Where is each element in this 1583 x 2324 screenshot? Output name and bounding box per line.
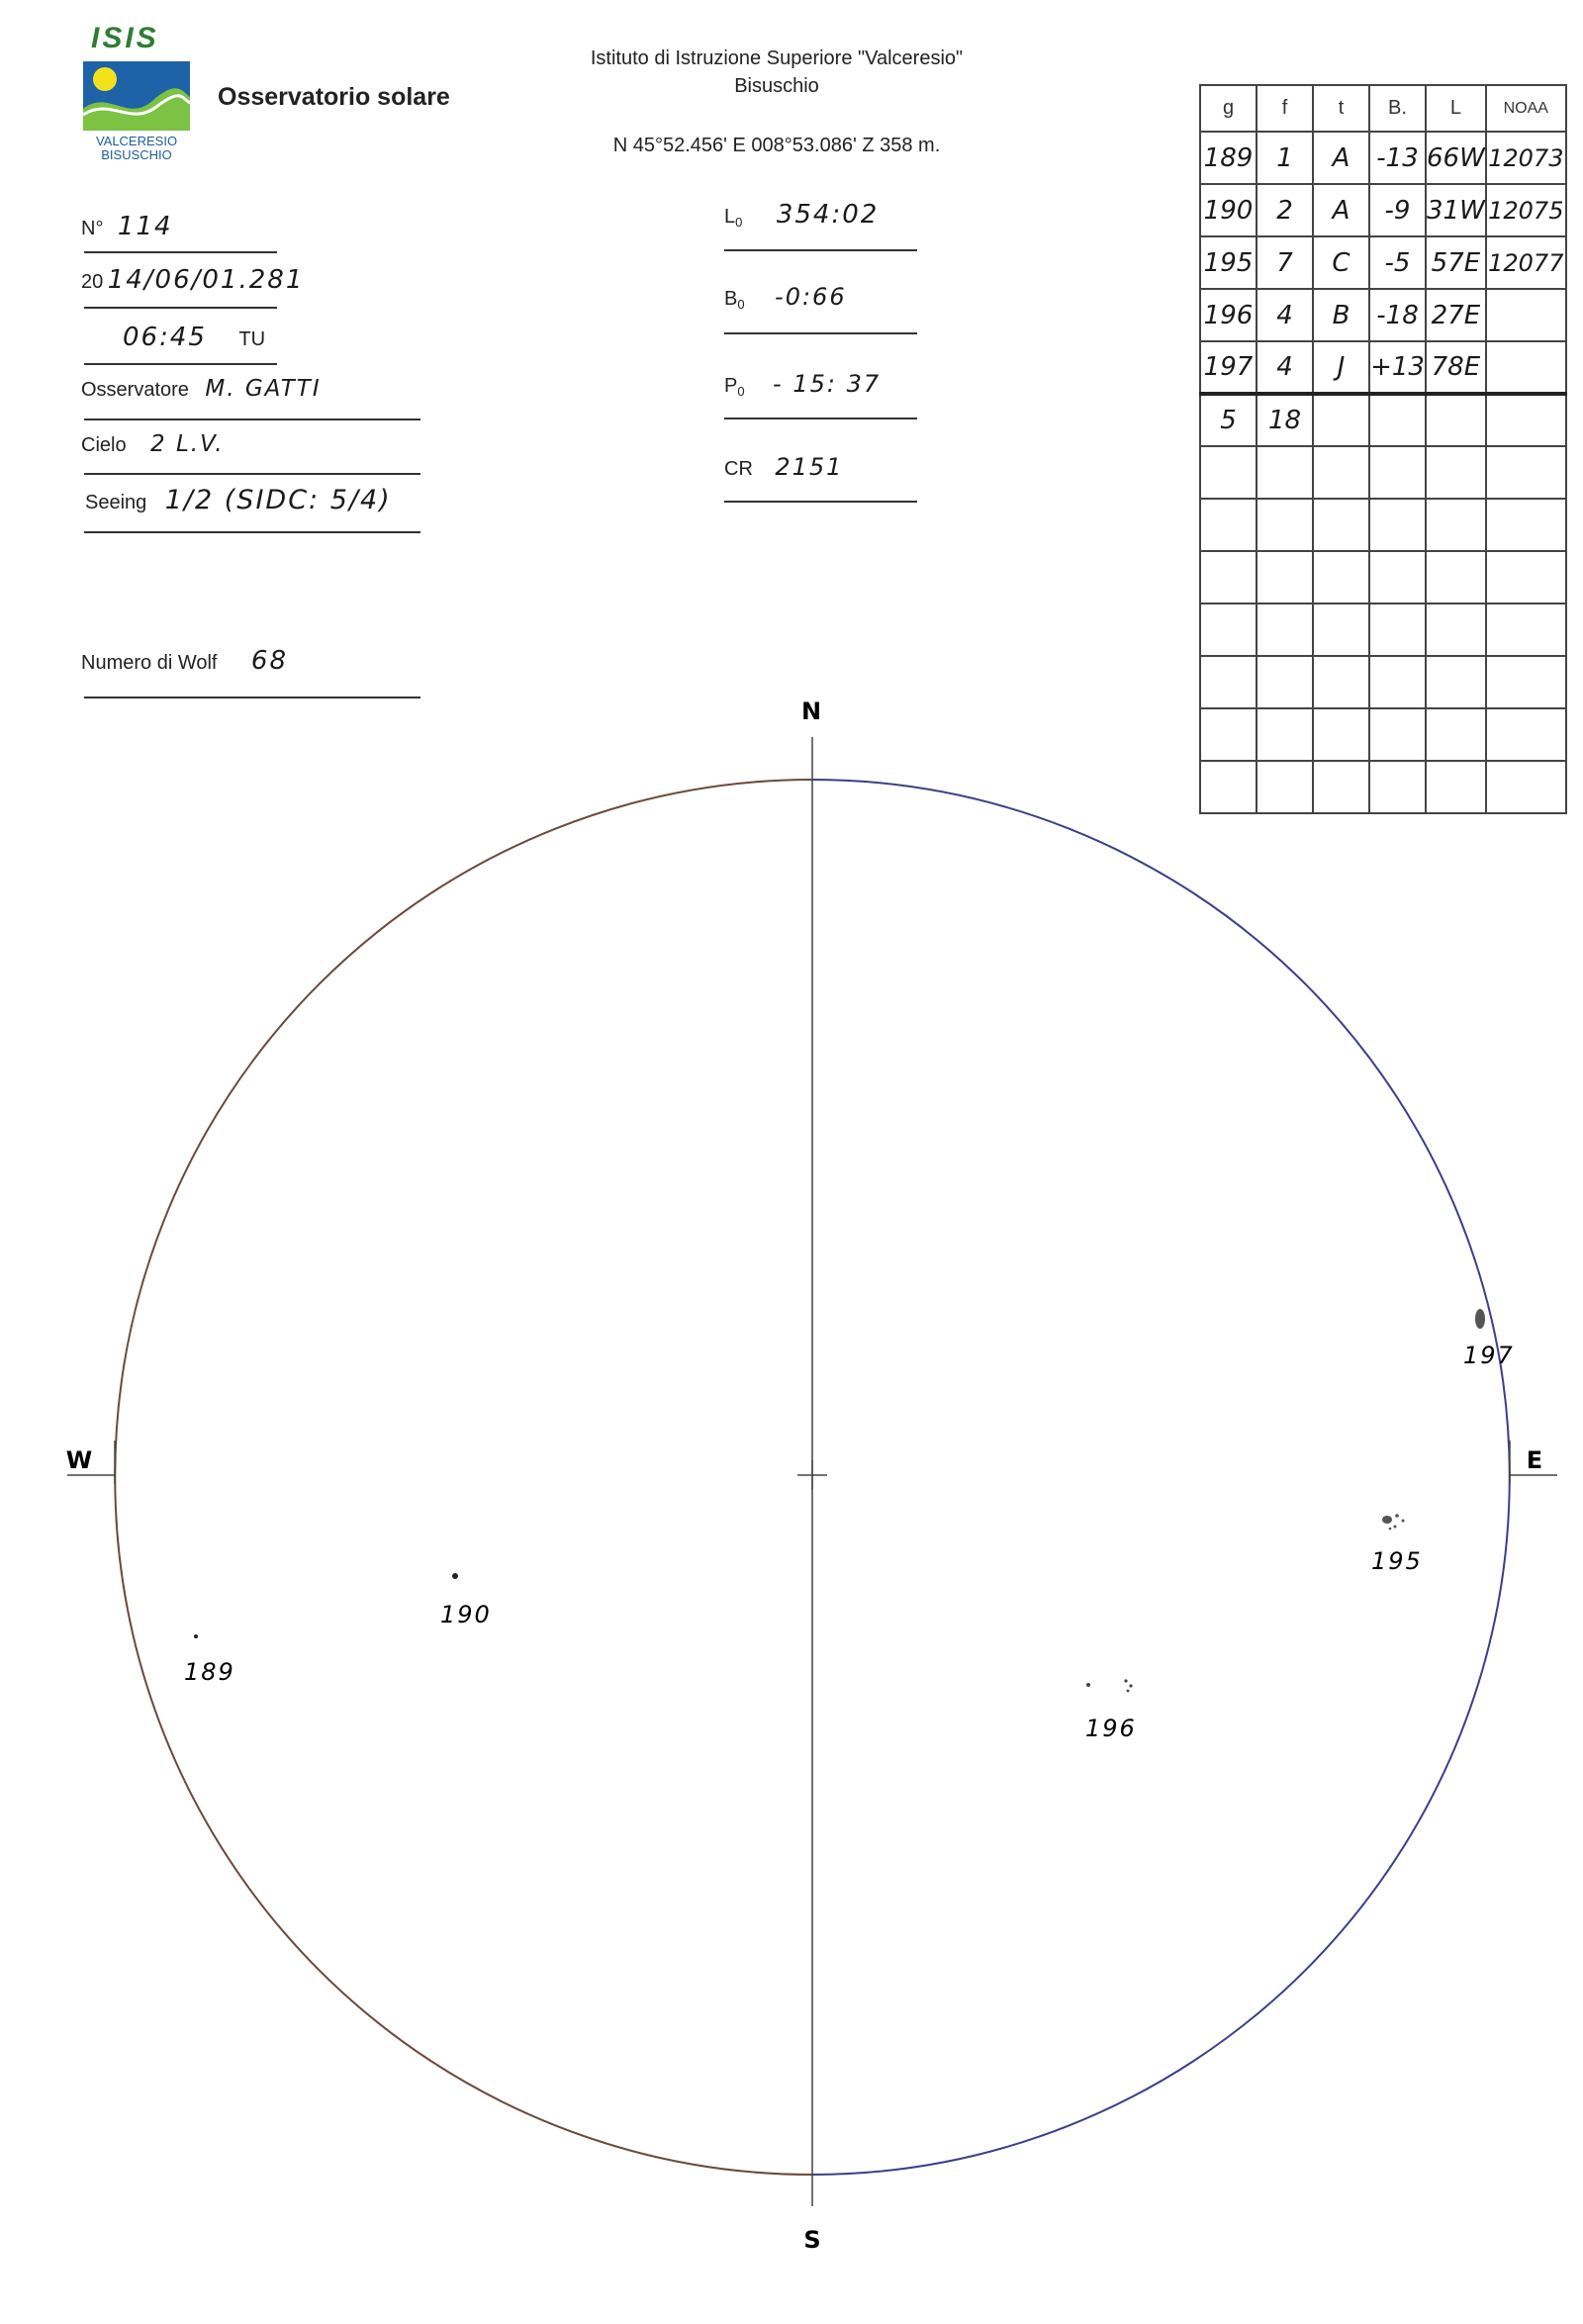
- table-cell: 196: [1200, 289, 1257, 341]
- b0-subscript: 0: [737, 297, 745, 313]
- column-header-b: B.: [1369, 85, 1426, 132]
- table-cell: -9: [1369, 184, 1426, 236]
- disc-outline-west: [115, 780, 812, 2175]
- sunspot-group-196: [1086, 1679, 1133, 1692]
- column-header-noaa: NOAA: [1486, 85, 1566, 132]
- group-label-190: 190: [440, 1601, 492, 1628]
- table-cell: 18: [1257, 394, 1313, 446]
- l0-label: L: [724, 206, 736, 228]
- observer-value: M. GATTI: [205, 376, 322, 402]
- table-cell: 27E: [1426, 289, 1486, 341]
- east-label: E: [1526, 1446, 1543, 1474]
- logo-caption-1: VALCERESIO: [95, 134, 178, 148]
- table-cell: 4: [1257, 341, 1313, 394]
- logo-caption-2: BISUSCHIO: [101, 147, 172, 162]
- group-label-197: 197: [1463, 1342, 1515, 1369]
- column-header-f: f: [1257, 85, 1313, 132]
- group-label-195: 195: [1371, 1547, 1423, 1575]
- column-header-l: L: [1426, 85, 1486, 132]
- table-cell: A: [1313, 184, 1369, 236]
- table-cell: 31W: [1426, 184, 1486, 236]
- table-cell: 66W: [1426, 132, 1486, 184]
- wolf-value: 68: [250, 646, 288, 676]
- south-label: S: [803, 2226, 821, 2254]
- institute-name: Istituto di Istruzione Superiore "Valceresio": [590, 47, 964, 69]
- cr-value: 2151: [775, 453, 844, 481]
- date-value: 14/06/01.281: [107, 265, 305, 295]
- table-cell: 12073: [1486, 132, 1566, 184]
- sky-value: 2 L.V.: [150, 431, 225, 457]
- group-label-196: 196: [1085, 1715, 1137, 1742]
- sunspot-190: [452, 1573, 458, 1579]
- table-cell: 2: [1257, 184, 1313, 236]
- record-number-label: N°: [81, 218, 104, 239]
- b0-label: B: [724, 288, 738, 310]
- table-cell: -13: [1369, 132, 1426, 184]
- b0-value: -0:66: [775, 283, 847, 311]
- table-cell: 1: [1257, 132, 1313, 184]
- north-label: N: [800, 697, 822, 725]
- logo-text: ISIS: [91, 22, 159, 54]
- institute-location: Bisuschio: [734, 75, 819, 97]
- sky-label: Cielo: [81, 434, 127, 456]
- sunspot-189: [194, 1634, 198, 1638]
- p0-subscript: 0: [737, 384, 745, 400]
- table-cell: 189: [1200, 132, 1257, 184]
- l0-subscript: 0: [735, 215, 743, 231]
- table-cell: 7: [1257, 236, 1313, 289]
- table-cell: C: [1313, 236, 1369, 289]
- l0-value: 354:02: [776, 200, 880, 230]
- date-prefix: 20: [81, 271, 104, 293]
- sunspot-197: [1475, 1309, 1485, 1329]
- p0-label: P: [724, 375, 738, 397]
- table-cell: -18: [1369, 289, 1426, 341]
- disc-outline-east: [812, 780, 1510, 2175]
- seeing-value: 1/2 (SIDC: 5/4): [164, 485, 392, 515]
- observatory-title: Osservatorio solare: [218, 83, 450, 111]
- time-value: 06:45: [123, 323, 207, 352]
- table-cell: +13: [1369, 341, 1426, 394]
- group-label-189: 189: [184, 1658, 235, 1686]
- table-cell: -5: [1369, 236, 1426, 289]
- table-cell: 12075: [1486, 184, 1566, 236]
- time-label: TU: [238, 328, 266, 350]
- table-cell: 197: [1200, 341, 1257, 394]
- table-cell: 195: [1200, 236, 1257, 289]
- table-cell: 190: [1200, 184, 1257, 236]
- column-header-g: g: [1200, 85, 1257, 132]
- observatory-coordinates: N 45°52.456' E 008°53.086' Z 358 m.: [612, 135, 941, 156]
- wolf-label: Numero di Wolf: [81, 652, 218, 674]
- table-cell: 78E: [1426, 341, 1486, 394]
- p0-value: - 15: 37: [773, 370, 882, 398]
- table-cell: A: [1313, 132, 1369, 184]
- sunspot-group-195: [1382, 1514, 1405, 1530]
- seeing-label: Seeing: [85, 492, 147, 513]
- observer-label: Osservatore: [81, 379, 189, 401]
- column-header-t: t: [1313, 85, 1369, 132]
- record-number-value: 114: [117, 212, 173, 241]
- table-cell: 12077: [1486, 236, 1566, 289]
- table-cell: 57E: [1426, 236, 1486, 289]
- table-cell: 5: [1200, 394, 1257, 446]
- table-cell: B: [1313, 289, 1369, 341]
- west-label: W: [65, 1446, 93, 1474]
- cr-label: CR: [724, 458, 753, 480]
- table-cell: J: [1313, 341, 1369, 394]
- table-cell: 4: [1257, 289, 1313, 341]
